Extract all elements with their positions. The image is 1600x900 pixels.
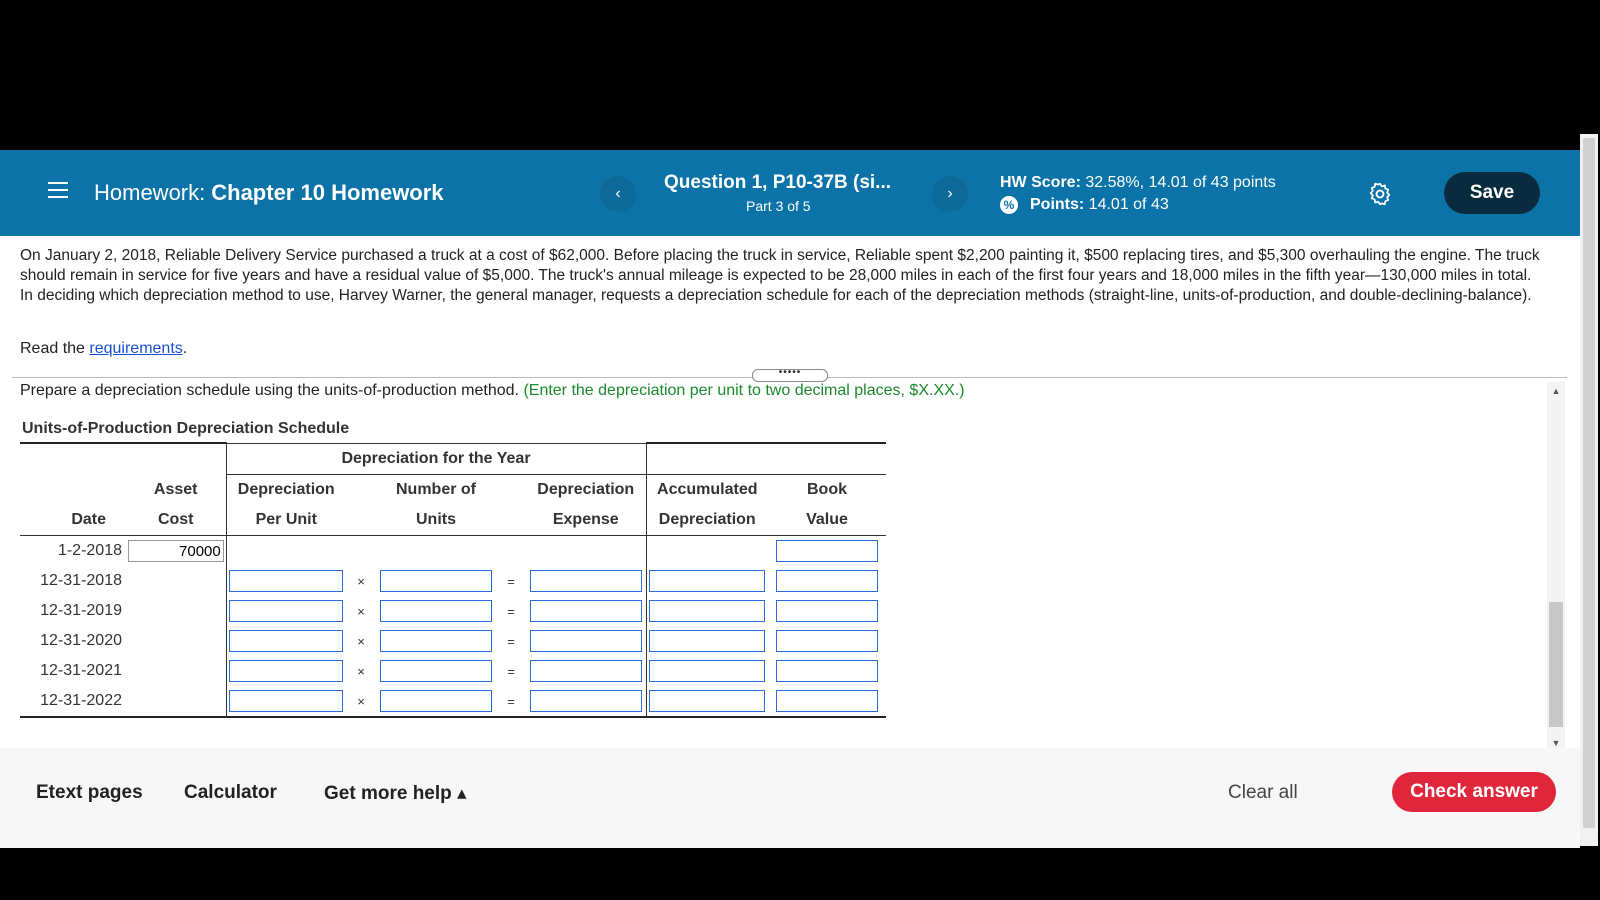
hw-score (1000, 174, 1276, 192)
times-sign: × (357, 633, 365, 649)
homework-page (0, 150, 1580, 848)
hw-score-value: 32.58%, 14.01 of 43 points (1085, 174, 1276, 191)
question-title: Question 1, P10-37B (si... (664, 172, 892, 193)
initial-book-value-input[interactable] (776, 540, 878, 562)
instruction-text: Prepare a depreciation schedule using the units-of-production method. (20, 382, 519, 399)
col-dpu-2: Per Unit (226, 505, 346, 536)
depreciation-expense-input[interactable] (530, 630, 642, 652)
table-row (20, 626, 886, 656)
get-more-help-link[interactable]: Get more help ▴ (324, 783, 467, 804)
row-date: 12-31-2021 (40, 662, 122, 679)
schedule-table-wrapper (20, 442, 886, 718)
depreciation-per-unit-input[interactable] (229, 600, 343, 622)
depreciation-schedule-table (20, 442, 886, 718)
accumulated-depreciation-input[interactable] (649, 600, 765, 622)
depreciation-per-unit-input[interactable] (229, 630, 343, 652)
next-question-button[interactable]: › (932, 176, 968, 212)
col-units-1: Number of (376, 475, 496, 506)
accumulated-depreciation-input[interactable] (649, 570, 765, 592)
problem-text: On January 2, 2018, Reliable Delivery Service purchased a truck at a cost of $62,000. Before placing the truck in service, Reliable spent $2,200 painting it, $500 replacing tires, and $5,300 overhauling the engine. The truck should remain in service for five years and have a residual value of $5,000. The truck's annual mileage is expected to be 28,000 miles in each of the first four years and 18,000 miles in the fifth year—130,000 miles in total. In deciding which depreciation method to use, Harvey Warner, the general manager, requests a depreciation schedule for each of the depreciation methods (straight-line, units-of-production, and double-declining-balance). (20, 247, 1540, 304)
partial-credit-icon: % (1000, 196, 1018, 214)
check-answer-button[interactable]: Check answer (1392, 772, 1556, 812)
depreciation-per-unit-input[interactable] (229, 570, 343, 592)
scroll-down-icon[interactable]: ▼ (1551, 738, 1561, 748)
row-date: 12-31-2020 (40, 632, 122, 649)
calculator-link[interactable]: Calculator (184, 782, 277, 803)
col-exp-2: Expense (552, 511, 619, 528)
table-row-initial (20, 536, 886, 567)
number-of-units-input[interactable] (380, 570, 492, 592)
page-scrollbar[interactable] (1580, 134, 1598, 846)
depreciation-per-unit-input[interactable] (229, 660, 343, 682)
number-of-units-input[interactable] (380, 600, 492, 622)
col-units-2: Units (416, 511, 456, 528)
col-book-1: Book (768, 475, 886, 506)
row-date: 12-31-2018 (40, 572, 122, 589)
header-bar (0, 150, 1580, 236)
prev-question-button[interactable]: ‹ (600, 176, 636, 212)
equals-sign: = (507, 663, 515, 679)
depreciation-expense-input[interactable] (530, 570, 642, 592)
times-sign: × (357, 573, 365, 589)
col-asset-2: Cost (157, 511, 194, 528)
depreciation-per-unit-input[interactable] (229, 690, 343, 712)
col-exp-1: Depreciation (526, 475, 646, 506)
points-label: Points: (1030, 196, 1085, 213)
times-sign: × (357, 603, 365, 619)
pane-scrollbar[interactable] (1547, 382, 1565, 752)
depreciation-expense-input[interactable] (530, 660, 642, 682)
book-value-input[interactable] (776, 630, 878, 652)
book-value-input[interactable] (776, 600, 878, 622)
read-suffix: . (182, 340, 188, 357)
equals-sign: = (507, 573, 515, 589)
equals-sign: = (507, 633, 515, 649)
number-of-units-input[interactable] (380, 690, 492, 712)
hw-score-label: HW Score: (1000, 174, 1081, 191)
col-book-2: Value (806, 511, 848, 528)
book-value-input[interactable] (776, 690, 878, 712)
number-of-units-input[interactable] (380, 660, 492, 682)
homework-name: Chapter 10 Homework (211, 180, 444, 205)
points-value: 14.01 of 43 (1088, 196, 1169, 213)
homework-title (94, 180, 444, 206)
save-button[interactable]: Save (1444, 172, 1540, 214)
scroll-thumb[interactable] (1549, 602, 1563, 727)
equals-sign: = (507, 603, 515, 619)
number-of-units-input[interactable] (380, 630, 492, 652)
page-scroll-thumb[interactable] (1583, 138, 1595, 828)
table-row (20, 596, 886, 626)
asset-cost-input[interactable] (128, 540, 224, 562)
group-header: Depreciation for the Year (226, 443, 646, 475)
row-date: 1-2-2018 (57, 542, 122, 559)
accumulated-depreciation-input[interactable] (649, 630, 765, 652)
scroll-up-icon[interactable]: ▲ (1551, 386, 1561, 396)
book-value-input[interactable] (776, 570, 878, 592)
depreciation-expense-input[interactable] (530, 690, 642, 712)
row-date: 12-31-2022 (20, 686, 126, 717)
table-row (20, 656, 886, 686)
row-date: 12-31-2019 (40, 602, 122, 619)
col-date: Date (71, 511, 106, 528)
col-dpu-1: Depreciation (226, 475, 346, 506)
read-prefix: Read the (20, 340, 85, 357)
question-part: Part 3 of 5 (746, 198, 811, 214)
table-row (20, 686, 886, 717)
times-sign: × (346, 686, 376, 717)
accumulated-depreciation-input[interactable] (649, 660, 765, 682)
clear-all-button[interactable]: Clear all (1228, 782, 1298, 803)
instruction-hint: (Enter the depreciation per unit to two decimal places, $X.XX.) (523, 382, 965, 399)
instruction (20, 382, 965, 400)
col-acc-2: Depreciation (646, 505, 768, 536)
col-asset-1: Asset (153, 480, 198, 498)
col-acc-1: Accumulated (646, 475, 768, 506)
points (1000, 196, 1169, 214)
homework-prefix: Homework: (94, 180, 206, 205)
etext-pages-link[interactable]: Etext pages (36, 782, 143, 803)
read-requirements (20, 340, 187, 358)
times-sign: × (357, 663, 365, 679)
footer-bar (0, 748, 1580, 848)
table-row (20, 566, 886, 596)
equals-sign: = (496, 686, 526, 717)
menu-icon[interactable] (48, 182, 68, 200)
requirements-link[interactable]: requirements (89, 340, 183, 357)
schedule-title: Units-of-Production Depreciation Schedule (22, 420, 350, 437)
depreciation-expense-input[interactable] (530, 600, 642, 622)
accumulated-depreciation-input[interactable] (649, 690, 765, 712)
book-value-input[interactable] (776, 660, 878, 682)
gear-icon[interactable] (1367, 181, 1393, 207)
resize-handle[interactable]: ••••• (752, 369, 828, 382)
